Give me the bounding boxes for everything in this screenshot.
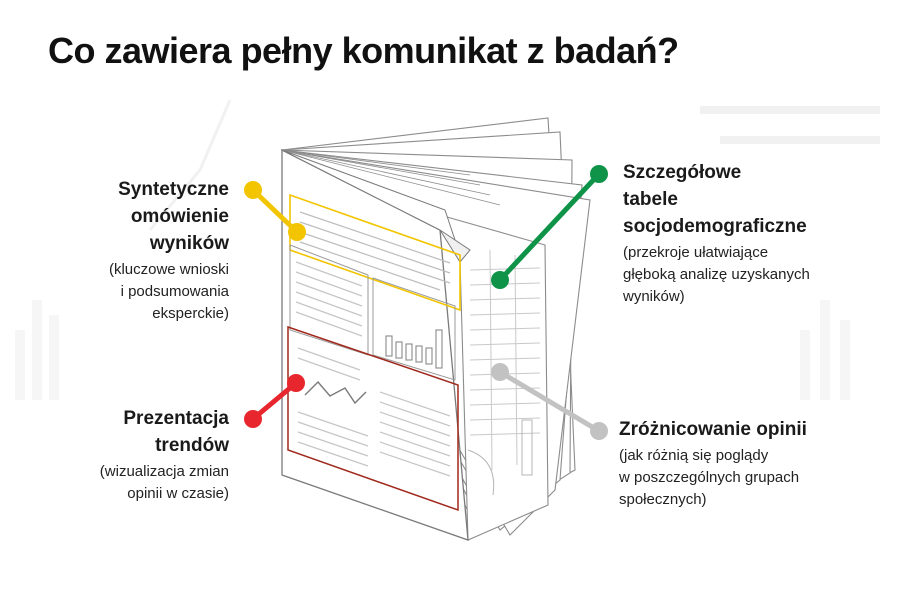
diversity-dot-inner [491,363,509,381]
callout-trends-heading-2: trendów [155,435,229,456]
trends-dot-inner [287,374,305,392]
callout-trends [100,405,229,505]
tables-dot-inner [491,271,509,289]
callout-synthetic [109,176,229,325]
synthetic-dot-inner [288,223,306,241]
callout-tables-heading-2: tabele [623,189,678,210]
callout-diversity-heading-1: Zróżnicowanie opinii [619,419,807,440]
diversity-dot-outer [590,422,608,440]
callout-tables-desc-3: wyników) [623,288,685,305]
callout-synthetic-heading-2: omówienie [130,206,229,227]
callout-diversity-desc-3: społecznych) [619,491,707,508]
callout-tables-desc-2: głęboką analizę uzyskanych [623,266,810,283]
callout-tables [623,159,810,308]
callout-tables-heading-1: Szczegółowe [623,162,742,183]
callout-synthetic-heading-1: Syntetyczne [118,179,229,200]
callout-diversity-desc-2: w poszczególnych grupach [619,469,800,486]
callout-tables-desc-1: (przekroje ułatwiające [623,244,769,261]
callout-trends-desc-2: opinii w czasie) [127,485,229,502]
callout-synthetic-heading-3: wyników [149,233,229,254]
front-page [282,150,470,540]
synthetic-dot-outer [244,181,262,199]
callout-synthetic-desc-3: eksperckie) [152,305,229,322]
tables-dot-outer [590,165,608,183]
page-title: Co zawiera pełny komunikat z badań? [48,30,679,71]
trends-dot-outer [244,410,262,428]
callout-diversity-desc-1: (jak różnią się poglądy [619,447,769,464]
callout-synthetic-desc-2: i podsumowania [120,283,229,300]
callout-trends-desc-1: (wizualizacja zmian [99,463,229,480]
callout-diversity [619,416,807,511]
callout-synthetic-desc-1: (kluczowe wnioski [108,261,229,278]
callout-tables-heading-3: socjodemograficzne [623,216,807,237]
callout-trends-heading-1: Prezentacja [123,408,229,429]
